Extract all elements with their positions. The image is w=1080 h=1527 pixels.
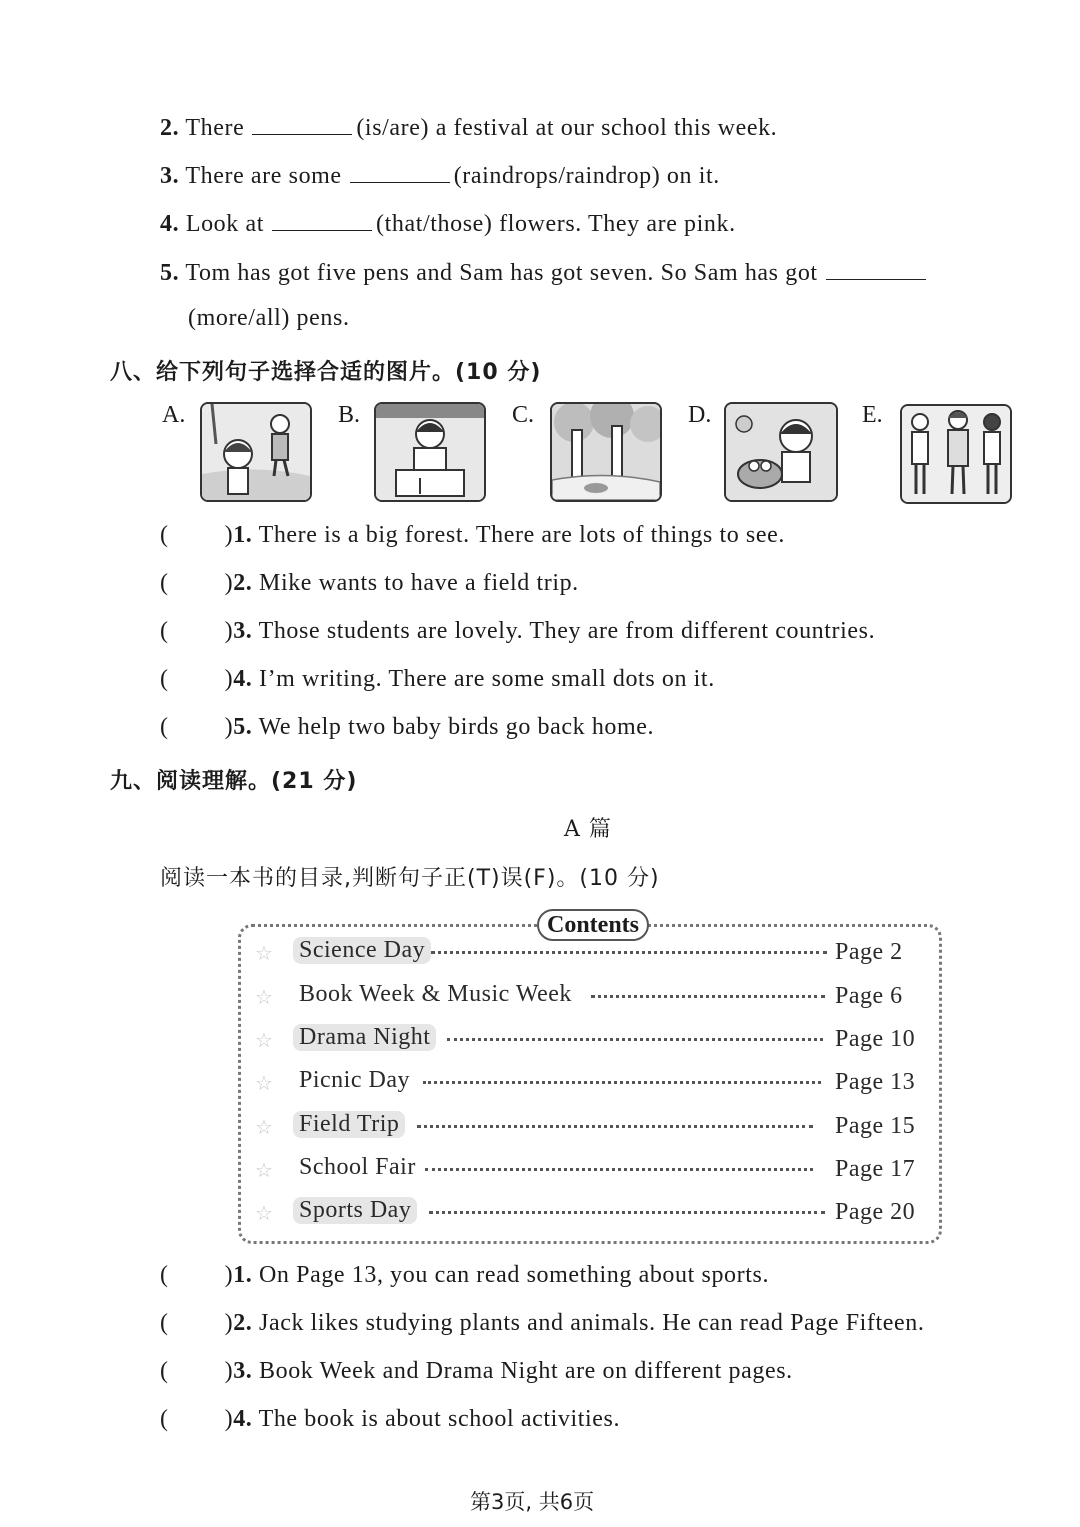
- contents-row-title: School Fair: [299, 1154, 416, 1180]
- contents-row-page: Page 15: [835, 1113, 916, 1139]
- fill-item-3: [160, 160, 720, 190]
- picture-label-e: E.: [862, 402, 883, 428]
- leader-dots: [431, 951, 827, 954]
- star-icon: ☆: [255, 1201, 273, 1225]
- item-number: 4.: [233, 666, 253, 692]
- answer-paren-close: ): [224, 1262, 234, 1288]
- contents-row: [241, 1022, 939, 1062]
- section-9-title: 九、阅读理解。(21 分): [110, 769, 358, 794]
- contents-row-title: Sports Day: [293, 1197, 417, 1224]
- forest-picture: [550, 402, 662, 502]
- star-icon: ☆: [255, 1115, 273, 1139]
- matching-item: [160, 618, 875, 645]
- true-false-item: [160, 1358, 793, 1385]
- answer-paren-close: ): [224, 666, 234, 692]
- item-number: 2.: [233, 570, 253, 596]
- fill-item-5: [160, 257, 930, 287]
- contents-row-page: Page 20: [835, 1199, 916, 1225]
- answer-blank[interactable]: [826, 257, 926, 280]
- true-false-item: [160, 1262, 769, 1289]
- item-text: Jack likes studying plants and animals. He can read Page Fifteen.: [259, 1310, 925, 1336]
- leader-dots: [591, 995, 825, 998]
- contents-row-title: Picnic Day: [299, 1067, 410, 1093]
- picture-label-a: A.: [162, 402, 186, 428]
- leader-dots: [423, 1081, 821, 1084]
- answer-paren-open[interactable]: (: [160, 666, 169, 692]
- answer-paren-close: ): [224, 1358, 234, 1384]
- item-number: 5.: [160, 260, 180, 286]
- matching-item: [160, 570, 579, 597]
- answer-paren-open[interactable]: (: [160, 618, 169, 644]
- contents-row: [241, 1109, 939, 1149]
- answer-paren-open[interactable]: (: [160, 1358, 169, 1384]
- item-number: 2.: [233, 1310, 253, 1336]
- item-number: 3.: [233, 618, 253, 644]
- contents-row: [241, 979, 939, 1019]
- answer-paren-open[interactable]: (: [160, 1406, 169, 1432]
- item-text: The book is about school activities.: [258, 1406, 621, 1432]
- answer-blank[interactable]: [350, 160, 450, 183]
- section-8-title: 八、给下列句子选择合适的图片。(10 分): [110, 360, 542, 385]
- boy-writing-picture: [374, 402, 486, 502]
- item-text: Mike wants to have a field trip.: [259, 570, 579, 596]
- contents-row-title: Drama Night: [293, 1024, 436, 1051]
- answer-paren-close: ): [224, 522, 234, 548]
- two-children-outdoors-picture: [200, 402, 312, 502]
- contents-row: [241, 1152, 939, 1192]
- fill-item-4: [160, 208, 736, 238]
- star-icon: ☆: [255, 1158, 273, 1182]
- item-text: I’m writing. There are some small dots on it.: [259, 666, 715, 692]
- true-false-item: [160, 1310, 925, 1337]
- fill-item-5-continuation: (more/all) pens.: [188, 305, 350, 331]
- item-text: Look at: [185, 211, 264, 237]
- contents-row: [241, 935, 939, 975]
- answer-paren-close: ): [224, 618, 234, 644]
- true-false-item: [160, 1406, 620, 1433]
- contents-label: Contents: [537, 909, 649, 941]
- answer-paren-open[interactable]: (: [160, 714, 169, 740]
- picture-label-c: C.: [512, 402, 535, 428]
- contents-row: [241, 1195, 939, 1235]
- item-text: Those students are lovely. They are from different countries.: [258, 618, 876, 644]
- picture-label-b: B.: [338, 402, 361, 428]
- answer-paren-open[interactable]: (: [160, 1310, 169, 1336]
- answer-paren-close: ): [224, 714, 234, 740]
- contents-row-title: Book Week & Music Week: [299, 981, 572, 1007]
- answer-paren-close: ): [224, 1406, 234, 1432]
- item-text: There: [185, 115, 245, 141]
- three-students-picture: [900, 404, 1012, 504]
- part-a-title: A 篇: [564, 817, 612, 842]
- contents-box: [238, 912, 942, 1244]
- answer-paren-close: ): [224, 570, 234, 596]
- answer-paren-open[interactable]: (: [160, 570, 169, 596]
- item-number: 5.: [233, 714, 253, 740]
- item-number: 4.: [160, 211, 180, 237]
- star-icon: ☆: [255, 1071, 273, 1095]
- contents-row-title: Science Day: [293, 937, 431, 964]
- star-icon: ☆: [255, 1028, 273, 1052]
- matching-item: [160, 666, 715, 693]
- boy-with-baby-birds-picture: [724, 402, 838, 502]
- item-text: (raindrops/raindrop) on it.: [453, 163, 720, 189]
- leader-dots: [425, 1168, 813, 1171]
- item-number: 3.: [160, 163, 180, 189]
- item-text: On Page 13, you can read something about sports.: [259, 1262, 770, 1288]
- contents-row-page: Page 6: [835, 983, 903, 1009]
- item-number: 4.: [233, 1406, 253, 1432]
- page-footer: 第3页, 共6页: [470, 1490, 595, 1514]
- matching-item: [160, 714, 654, 741]
- answer-paren-open[interactable]: (: [160, 1262, 169, 1288]
- contents-row-page: Page 13: [835, 1069, 916, 1095]
- reading-instruction: 阅读一本书的目录,判断句子正(T)误(F)。(10 分): [160, 866, 660, 891]
- star-icon: ☆: [255, 941, 273, 965]
- answer-blank[interactable]: [252, 112, 352, 135]
- leader-dots: [417, 1125, 813, 1128]
- star-icon: ☆: [255, 985, 273, 1009]
- contents-row: [241, 1065, 939, 1105]
- item-number: 3.: [233, 1358, 253, 1384]
- contents-row-title: Field Trip: [293, 1111, 405, 1138]
- answer-paren-close: ): [224, 1310, 234, 1336]
- item-text: Book Week and Drama Night are on different pages.: [259, 1358, 793, 1384]
- answer-blank[interactable]: [272, 208, 372, 231]
- matching-item: [160, 522, 785, 549]
- item-text: There is a big forest. There are lots of things to see.: [258, 522, 785, 548]
- item-text: We help two baby birds go back home.: [258, 714, 655, 740]
- picture-label-d: D.: [688, 402, 712, 428]
- contents-row-page: Page 2: [835, 939, 903, 965]
- item-text: (that/those) flowers. They are pink.: [376, 211, 736, 237]
- fill-item-2: [160, 112, 777, 142]
- item-text: Tom has got five pens and Sam has got seven. So Sam has got: [185, 260, 818, 286]
- leader-dots: [429, 1211, 825, 1214]
- item-number: 1.: [233, 1262, 253, 1288]
- item-text: (is/are) a festival at our school this week.: [356, 115, 778, 141]
- item-number: 1.: [233, 522, 253, 548]
- leader-dots: [447, 1038, 823, 1041]
- contents-row-page: Page 10: [835, 1026, 916, 1052]
- item-text: There are some: [185, 163, 342, 189]
- contents-row-page: Page 17: [835, 1156, 916, 1182]
- answer-paren-open[interactable]: (: [160, 522, 169, 548]
- item-number: 2.: [160, 115, 180, 141]
